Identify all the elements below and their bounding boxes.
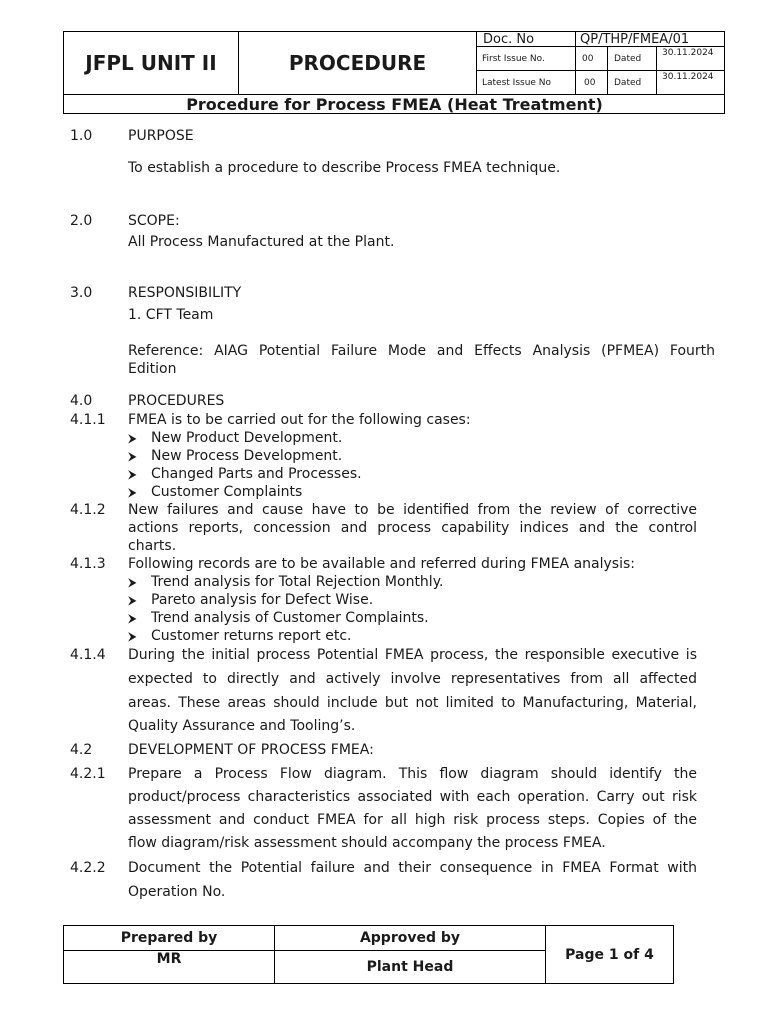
reference-line: Edition (128, 361, 177, 377)
clause-line: actions reports, concession and process capability indices and the control (128, 520, 697, 536)
clause-line: Prepare a Process Flow diagram. This flow diagram should identify the (128, 766, 697, 782)
section-heading-responsibility: RESPONSIBILITY (128, 285, 242, 301)
document-type: PROCEDURE (288, 51, 427, 75)
prepared-by-label: Prepared by (120, 930, 218, 946)
section-heading-scope: SCOPE: (128, 213, 180, 229)
clause-line: Operation No. (128, 884, 226, 900)
bullet-item: ⮞ Trend analysis of Customer Complaints. (128, 610, 429, 626)
bullet-item: ⮞ Pareto analysis for Defect Wise. (128, 592, 374, 608)
arrow-bullet-icon: ⮞ (128, 449, 137, 463)
arrow-bullet-icon: ⮞ (128, 611, 137, 625)
clause-number: 4.1.3 (70, 556, 106, 572)
document-header (63, 31, 725, 114)
clause-text: FMEA is to be carried out for the following cases: (128, 412, 471, 428)
bullet-item: ⮞ Customer returns report etc. (128, 628, 352, 644)
latest-issue-no: 00 (584, 77, 596, 88)
clause-number: 4.2.1 (70, 766, 106, 782)
arrow-bullet-icon: ⮞ (128, 629, 137, 643)
first-issue-dated-label: Dated (614, 53, 642, 64)
section-heading-development: DEVELOPMENT OF PROCESS FMEA: (128, 742, 374, 758)
clause-line: expected to directly and actively involve representatives from all affected (128, 671, 697, 687)
clause-line: flow diagram/risk assessment should accompany the process FMEA. (128, 835, 606, 851)
responsibility-item: 1. CFT Team (128, 307, 214, 323)
latest-issue-date: 30.11.2024 (662, 72, 714, 82)
reference-line: Reference: AIAG Potential Failure Mode and Effects Analysis (PFMEA) Fourth (128, 343, 715, 359)
clause-number: 4.1.1 (70, 412, 106, 428)
document-title: Procedure for Process FMEA (Heat Treatment) (186, 94, 603, 114)
clause-line: Quality Assurance and Tooling’s. (128, 718, 356, 734)
section-number: 3.0 (70, 285, 93, 301)
section-number: 2.0 (70, 213, 93, 229)
section-number: 4.0 (70, 393, 93, 409)
section-heading-purpose: PURPOSE (128, 128, 194, 144)
approved-by-value: Plant Head (366, 959, 454, 975)
clause-line: During the initial process Potential FMEA process, the responsible executive is (128, 647, 697, 663)
section-number: 4.2 (70, 742, 93, 758)
clause-line: assessment and conduct FMEA for all high risk process steps. Copies of the (128, 812, 697, 828)
latest-issue-label: Latest Issue No (482, 77, 552, 88)
document-footer (63, 925, 674, 984)
clause-line: areas. These areas should include but not limited to Manufacturing, Material, (128, 695, 697, 711)
clause-number: 4.2.2 (70, 860, 106, 876)
latest-issue-dated-label: Dated (614, 77, 642, 88)
section-number: 1.0 (70, 128, 93, 144)
approved-by-label: Approved by (359, 930, 461, 946)
prepared-by-value: MR (156, 951, 182, 967)
clause-line: Document the Potential failure and their consequence in FMEA Format with (128, 860, 697, 876)
company-name: JFPL UNIT II (85, 51, 217, 75)
arrow-bullet-icon: ⮞ (128, 485, 137, 499)
clause-number: 4.1.4 (70, 647, 106, 663)
clause-line: New failures and cause have to be identified from the review of corrective (128, 502, 697, 518)
clause-line: charts. (128, 538, 177, 554)
arrow-bullet-icon: ⮞ (128, 431, 137, 445)
first-issue-no: 00 (582, 53, 594, 64)
arrow-bullet-icon: ⮞ (128, 593, 137, 607)
bullet-item: ⮞ New Product Development. (128, 430, 343, 446)
section-heading-procedures: PROCEDURES (128, 393, 225, 409)
page-number: Page 1 of 4 (565, 946, 654, 963)
clause-line: product/process characteristics associated with each operation. Carry out risk (128, 789, 697, 805)
first-issue-label: First Issue No. (482, 53, 545, 64)
arrow-bullet-icon: ⮞ (128, 467, 137, 481)
scope-text: All Process Manufactured at the Plant. (128, 234, 395, 250)
bullet-item: ⮞ Changed Parts and Processes. (128, 466, 362, 482)
bullet-item: ⮞ Customer Complaints (128, 484, 303, 500)
doc-no-value: QP/THP/FMEA/01 (580, 31, 690, 47)
doc-no-label: Doc. No (483, 31, 535, 47)
bullet-item: ⮞ Trend analysis for Total Rejection Monthly. (128, 574, 444, 590)
arrow-bullet-icon: ⮞ (128, 575, 137, 589)
purpose-text: To establish a procedure to describe Process FMEA technique. (128, 160, 561, 176)
first-issue-date: 30.11.2024 (662, 48, 714, 58)
clause-text: Following records are to be available and referred during FMEA analysis: (128, 556, 635, 572)
bullet-item: ⮞ New Process Development. (128, 448, 343, 464)
clause-number: 4.1.2 (70, 502, 106, 518)
